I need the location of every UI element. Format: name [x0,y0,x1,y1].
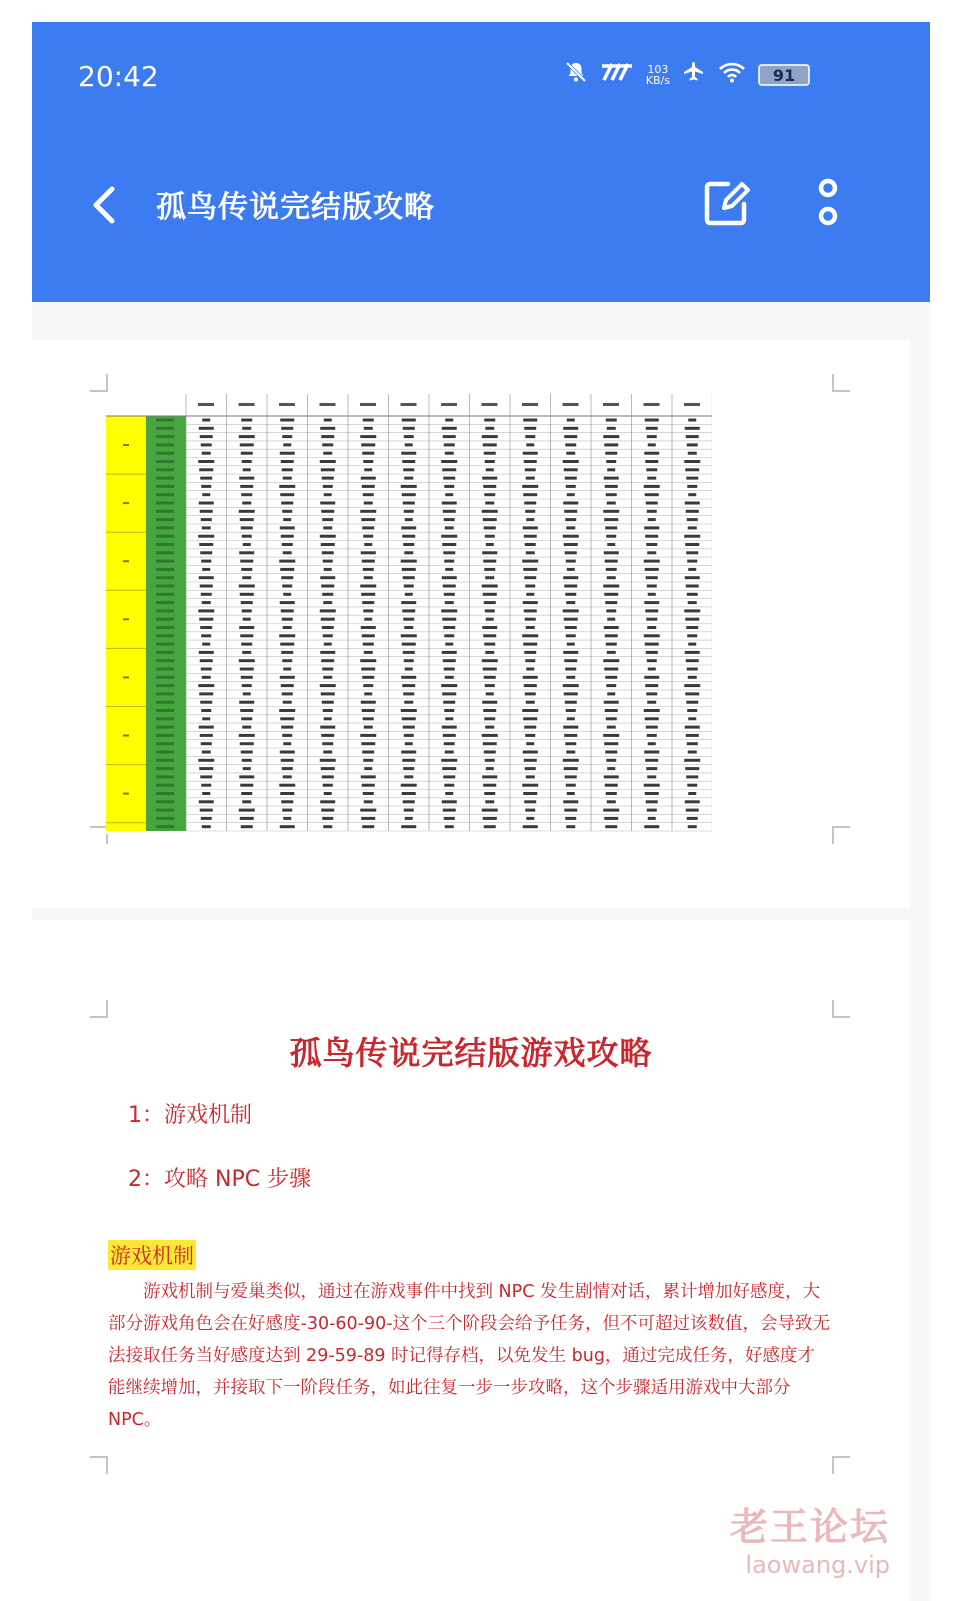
document-title: 孤鸟传说完结版游戏攻略 [289,1034,653,1072]
carrier-icon [600,62,634,88]
edit-button[interactable] [700,176,754,230]
document-page-1 [32,340,910,908]
page-corner-mark [832,1000,850,1018]
more-vertical-icon [808,176,848,230]
status-time: 20:42 [78,60,159,93]
speed-unit: KB/s [645,74,670,87]
status-icons [564,60,810,90]
battery-icon [758,64,810,86]
battery-level: 91 [772,65,796,85]
page-corner-mark [832,1456,850,1474]
bell-off-icon [564,60,588,90]
page-corner-mark [90,1456,108,1474]
airplane-icon [682,60,706,90]
more-button[interactable] [808,176,848,230]
wifi-icon [718,61,746,89]
app-bar [32,22,930,302]
page-corner-mark [90,1000,108,1018]
page-corner-mark [832,374,850,392]
toc-item: 1：游戏机制 [128,1103,252,1128]
section-heading: 游戏机制 [108,1240,196,1270]
page-corner-mark [90,374,108,392]
page-title: 孤鸟传说完结版攻略 [156,190,435,225]
toc-item: 2：攻略 NPC 步骤 [128,1167,312,1192]
watermark [730,1496,890,1579]
edit-icon [700,176,754,230]
spreadsheet-graphic [106,394,712,834]
watermark-line: 老王论坛 [729,1505,890,1549]
page-corner-mark [832,826,850,844]
watermark-line: laowang.vip [745,1551,890,1579]
network-speed [646,64,670,86]
phone-screen [32,22,930,1601]
section-paragraph: 游戏机制与爱巢类似，通过在游戏事件中找到 NPC 发生剧情对话，累计增加好感度，大部分游戏角色会在好感度-30-60-90-这个三个阶段会给予任务，但不可超过该数值，会导致无法接取任务当好感度达到 29-59-89 时记得存档，以免发生 bug，通过完成任务，好感度才能继续增加，并接取下一阶段任务，如此往复一步一步攻略，这个步骤适用游戏中大部分 NPC。 [108,1282,831,1430]
back-button[interactable] [84,180,124,230]
spreadsheet-image [106,394,712,834]
chevron-left-icon [90,183,118,227]
speed-value: 103 [647,63,669,76]
